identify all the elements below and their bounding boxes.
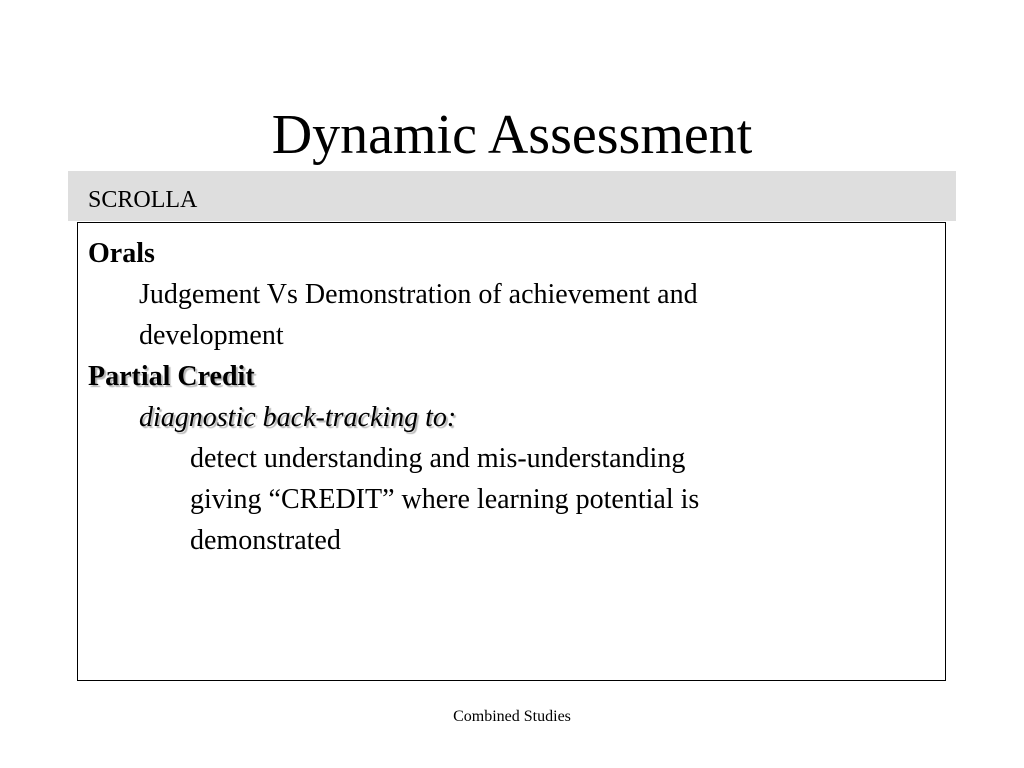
subheading-diagnostic: diagnostic back-tracking to: bbox=[139, 402, 457, 433]
slide-title: Dynamic Assessment bbox=[271, 104, 753, 166]
bullet-judgement-continued: development bbox=[139, 320, 284, 351]
banner-label: SCROLLA bbox=[88, 187, 198, 213]
content-box bbox=[77, 222, 946, 681]
slide-footer: Combined Studies bbox=[453, 708, 571, 725]
heading-partial-credit: Partial Credit bbox=[88, 361, 255, 392]
content-lines bbox=[88, 233, 935, 561]
section-banner bbox=[68, 171, 956, 221]
bullet-giving-credit-continued: demonstrated bbox=[190, 525, 341, 556]
heading-orals: Orals bbox=[88, 238, 155, 269]
bullet-detect: detect understanding and mis-understanding bbox=[190, 443, 686, 474]
bullet-judgement: Judgement Vs Demonstration of achievement and bbox=[139, 279, 698, 310]
bullet-giving-credit: giving “CREDIT” where learning potential is bbox=[190, 484, 700, 515]
